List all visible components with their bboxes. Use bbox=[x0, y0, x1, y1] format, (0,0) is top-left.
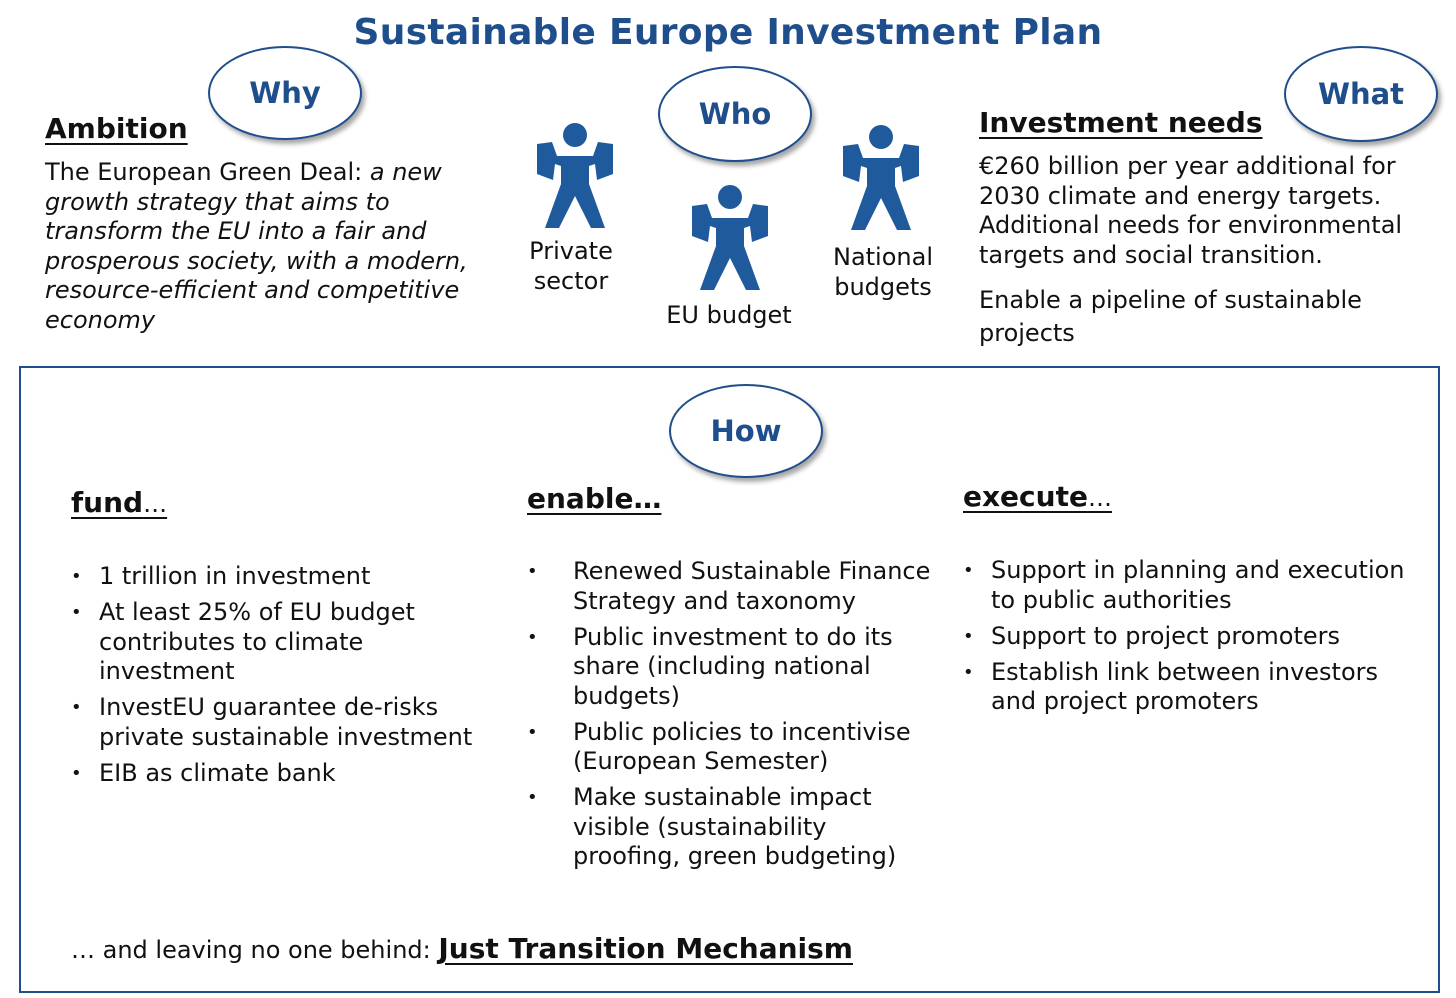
eu-budget-label-line1: EU budget bbox=[666, 301, 792, 329]
why-bubble: Why bbox=[208, 46, 362, 140]
enable-list bbox=[527, 557, 932, 878]
private-sector-label-line1: Private bbox=[529, 237, 613, 265]
eu-budget-label bbox=[648, 300, 810, 330]
execute-heading-ellipsis: … bbox=[1087, 484, 1112, 512]
private-sector-label-line2: sector bbox=[533, 267, 609, 295]
execute-list bbox=[963, 556, 1425, 723]
list-item-text: Support in planning and execution to public authorities bbox=[991, 556, 1405, 614]
list-item: • Make sustainable impact visible (sustainability proofing, green budgeting) bbox=[527, 783, 897, 870]
fund-heading bbox=[71, 486, 167, 519]
list-item: • Support in planning and execution to public authorities bbox=[963, 556, 1405, 614]
fund-list bbox=[71, 562, 491, 795]
national-budgets-label-line1: National bbox=[832, 243, 933, 271]
list-item: • Renewed Sustainable Finance Strategy and taxonomy bbox=[527, 557, 931, 615]
list-item-text: EIB as climate bank bbox=[99, 758, 336, 787]
fund-heading-label: fund bbox=[71, 486, 144, 519]
investment-needs-text: €260 billion per year additional for 2030 climate and energy targets. Additional needs for environmental targets and social transition. bbox=[979, 152, 1403, 269]
list-item: • Support to project promoters bbox=[963, 621, 1341, 650]
execute-heading bbox=[963, 480, 1112, 513]
footer-lead: … and leaving no one behind: bbox=[71, 936, 439, 964]
ambition-italic: a new growth strategy that aims to transform the EU into a fair and prosperous society, with a modern, resource-efficient and competitive economy bbox=[45, 158, 468, 334]
fund-heading-ellipsis: … bbox=[143, 490, 168, 518]
execute-heading-label: execute bbox=[963, 480, 1088, 513]
enable-heading-label: enable… bbox=[527, 482, 662, 515]
list-item-text: 1 trillion in investment bbox=[99, 562, 371, 590]
enable-heading bbox=[527, 482, 661, 515]
page-title: Sustainable Europe Investment Plan bbox=[353, 12, 1103, 53]
what-bubble: What bbox=[1284, 46, 1438, 142]
national-budgets-label bbox=[820, 242, 946, 302]
how-bubble: How bbox=[669, 384, 823, 478]
just-transition-mechanism: Just Transition Mechanism bbox=[438, 932, 853, 965]
list-item-text: InvestEU guarantee de-risks private sustainable investment bbox=[99, 693, 473, 751]
list-item-text: Renewed Sustainable Finance Strategy and taxonomy bbox=[573, 557, 931, 615]
list-item: • At least 25% of EU budget contributes to climate investment bbox=[71, 598, 415, 685]
national-budgets-label-line2: budgets bbox=[834, 273, 932, 301]
list-item-text: Establish link between investors and project promoters bbox=[991, 657, 1378, 715]
list-item: • InvestEU guarantee de-risks private sustainable investment bbox=[71, 693, 473, 751]
list-item: • Public policies to incentivise (European Semester) bbox=[527, 717, 911, 775]
ambition-heading: Ambition bbox=[45, 112, 188, 145]
private-sector-label bbox=[510, 236, 632, 296]
who-bubble: Who bbox=[658, 66, 812, 162]
list-item-text: At least 25% of EU budget contributes to climate investment bbox=[99, 598, 415, 685]
private-sector-person-icon bbox=[535, 122, 615, 230]
ambition-lead: The European Green Deal: bbox=[45, 158, 370, 186]
ambition-text bbox=[45, 158, 485, 335]
list-item: • Public investment to do its share (including national budgets) bbox=[527, 622, 893, 710]
list-item: • 1 trillion in investment bbox=[71, 562, 371, 590]
just-transition-footer bbox=[71, 932, 853, 965]
eu-budget-person-icon bbox=[690, 184, 770, 292]
list-item-text: Make sustainable impact visible (sustainability proofing, green budgeting) bbox=[573, 783, 897, 870]
list-item: • Establish link between investors and project promoters bbox=[963, 657, 1378, 715]
investment-needs-heading: Investment needs bbox=[979, 106, 1263, 139]
pipeline-text: Enable a pipeline of sustainable projects bbox=[979, 286, 1362, 347]
national-budgets-person-icon bbox=[841, 124, 921, 232]
list-item: • EIB as climate bank bbox=[71, 758, 336, 787]
list-item-text: Support to project promoters bbox=[991, 621, 1341, 650]
list-item-text: Public investment to do its share (including national budgets) bbox=[573, 622, 893, 710]
list-item-text: Public policies to incentivise (European Semester) bbox=[573, 717, 911, 775]
